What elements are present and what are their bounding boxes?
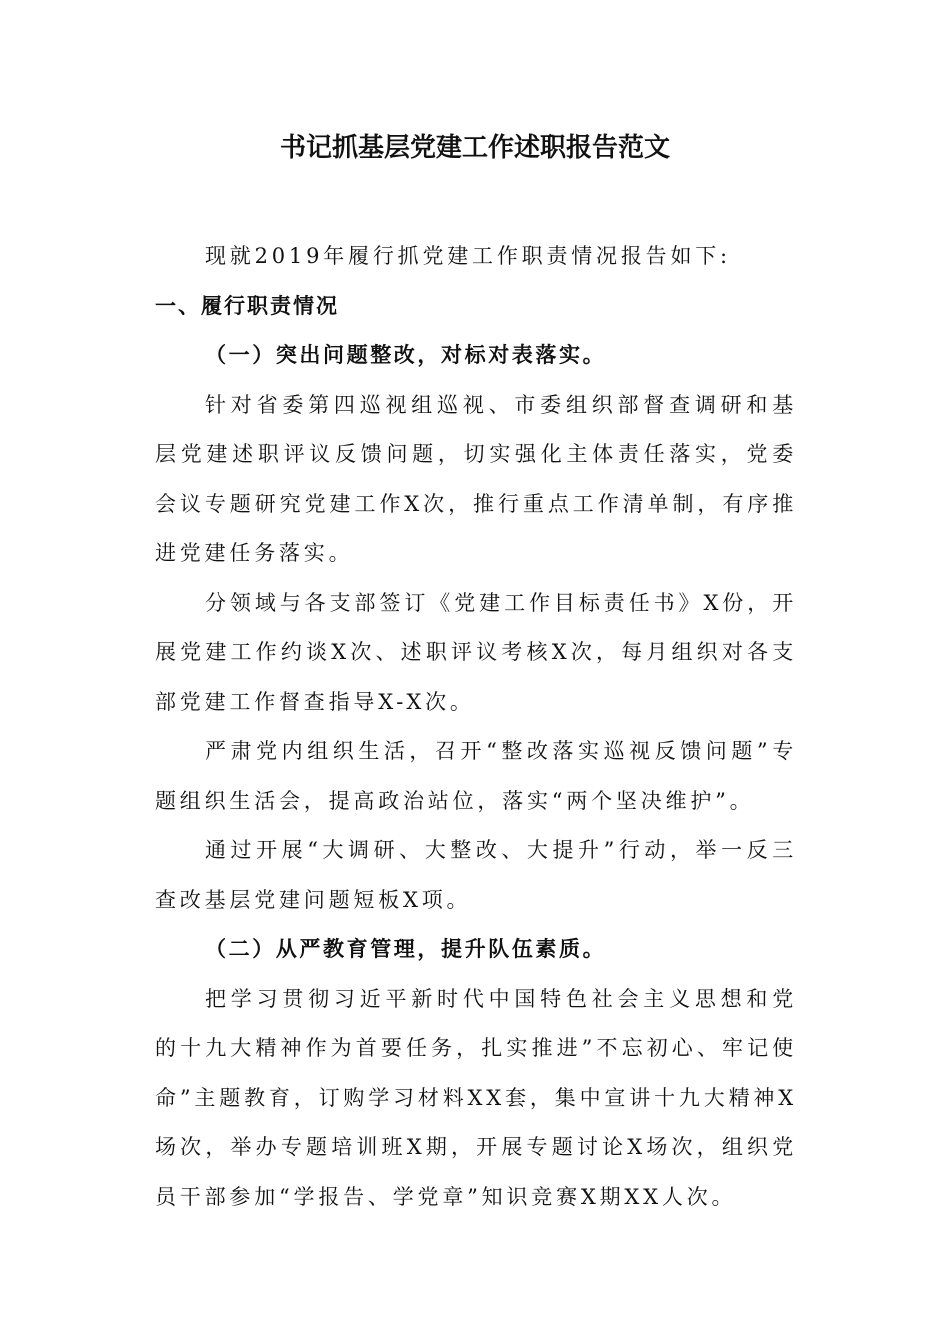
- body-paragraph: 通过开展“大调研、大整改、大提升”行动，举一反三查改基层党建问题短板X项。: [155, 838, 797, 912]
- body-paragraph: 分领域与各支部签订《党建工作目标责任书》X份，开展党建工作约谈X次、述职评议考核X次，每月组织对各支部党建工作督查指导X-X次。: [155, 590, 797, 714]
- section-heading-1: 一、履行职责情况: [155, 293, 339, 318]
- subsection-heading-2: （二）从严教育管理，提升队伍素质。: [205, 937, 607, 961]
- body-paragraph: 针对省委第四巡视组巡视、市委组织部督查调研和基层党建述职评议反馈问题，切实强化主体责任落实，党委会议专题研究党建工作X次，推行重点工作清单制，有序推进党建任务落实。: [155, 392, 797, 565]
- intro-paragraph: 现就2019年履行抓党建工作职责情况报告如下:: [205, 244, 731, 268]
- body-paragraph: 严肃党内组织生活，召开“整改落实巡视反馈问题”专题组织生活会，提高政治站位，落实“两个坚决维护”。: [155, 739, 797, 813]
- document-body: [155, 232, 797, 1222]
- subsection-heading-1: （一）突出问题整改，对标对表落实。: [205, 343, 607, 367]
- document-title: 书记抓基层党建工作述职报告范文: [279, 133, 670, 163]
- body-paragraph: 把学习贯彻习近平新时代中国特色社会主义思想和党的十九大精神作为首要任务，扎实推进”不忘初心、牢记使命”主题教育，订购学习材料XX套，集中宣讲十九大精神X场次，举办专题培训班X期，开展专题讨论X场次，组织党员干部参加“学报告、学党章”知识竞赛X期XX人次。: [155, 986, 797, 1209]
